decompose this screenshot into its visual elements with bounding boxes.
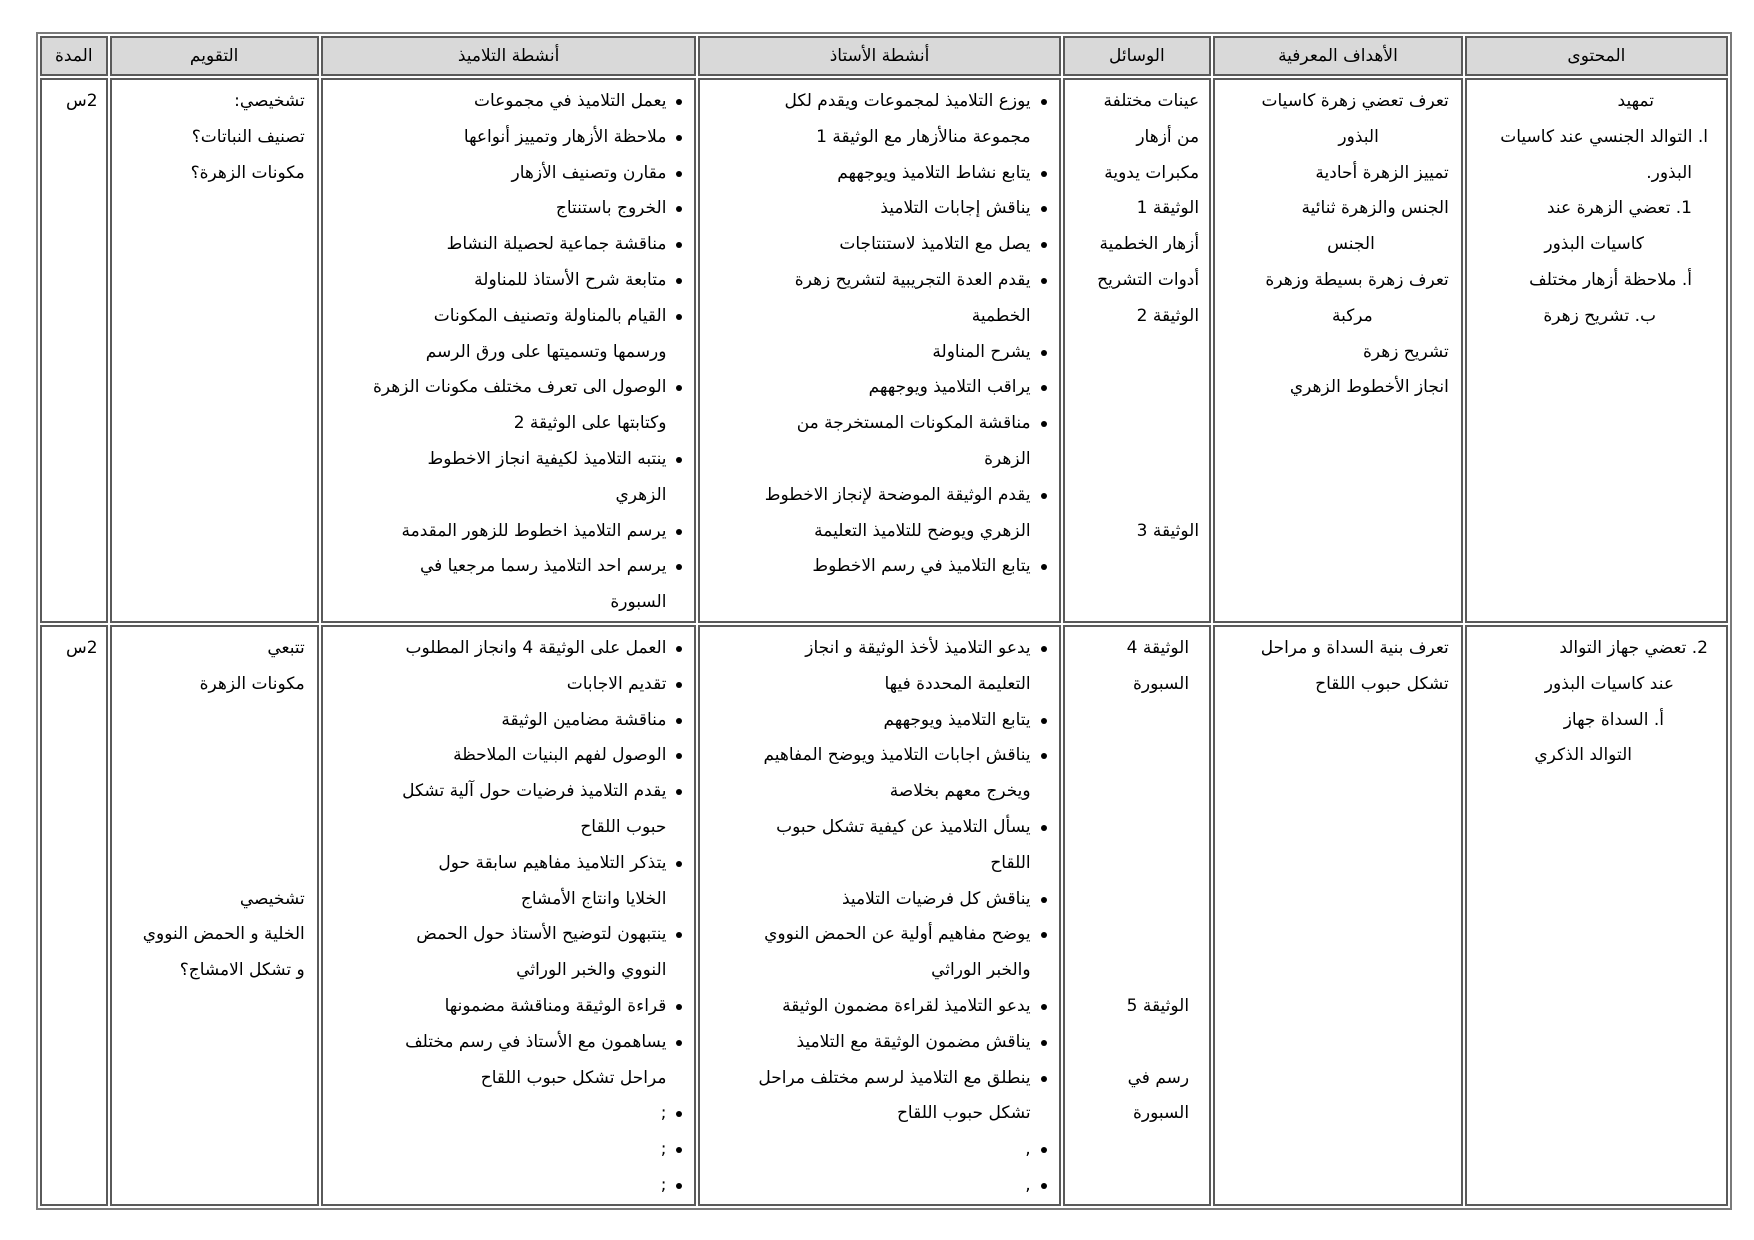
teacher-activity-cont: الزهرة — [984, 448, 1031, 469]
student-activity-empty: ; — [333, 1132, 683, 1168]
goal-line: تشكل حبوب اللقاح — [1315, 673, 1449, 694]
student-activity: الخروج باستنتاج — [333, 191, 683, 227]
goal-line: تمييز الزهرة أحادية — [1315, 162, 1449, 183]
means-line: الوثيقة 5 — [1126, 995, 1190, 1016]
evaluation-line: تتبعي — [267, 637, 305, 658]
evaluation-line: مكونات الزهرة؟ — [190, 162, 305, 183]
teacher-activity: مناقشة المكونات المستخرجة من — [710, 406, 1046, 442]
student-activity: قراءة الوثيقة ومناقشة مضمونها — [333, 989, 683, 1025]
means-line: عينات مختلفة — [1103, 91, 1200, 111]
student-activity: يساهمون مع الأستاذ في رسم مختلف — [333, 1025, 683, 1061]
student-activity: العمل على الوثيقة 4 وانجاز المطلوب — [333, 631, 683, 667]
teacher-activity-cont: مجموعة منالأزهار مع الوثيقة 1 — [816, 126, 1031, 147]
row1-means-cell — [1063, 78, 1211, 623]
content-line: أ. ملاحظة أزهار مختلف — [1529, 269, 1692, 290]
content-line: البذور. — [1646, 162, 1692, 183]
means-line: مكبرات يدوية — [1104, 162, 1200, 183]
evaluation-line: مكونات الزهرة — [199, 673, 305, 694]
student-activity-cont: النووي والخبر الوراثي — [516, 960, 667, 981]
content-line: 1. تعضي الزهرة عند — [1546, 198, 1692, 219]
row2-evaluation-cell — [110, 625, 319, 1206]
content-line: ا. التوالد الجنسي عند كاسيات — [1500, 126, 1708, 147]
student-activity-cont: مراحل تشكل حبوب اللقاح — [480, 1067, 667, 1088]
student-activity: متابعة شرح الأستاذ للمناولة — [333, 263, 683, 299]
teacher-activity: يصل مع التلاميذ لاستنتاجات — [710, 227, 1046, 263]
content-line: عند كاسيات البذور — [1544, 673, 1674, 694]
student-activity-empty: ; — [333, 1096, 683, 1132]
teacher-activity-cont: تشكل حبوب اللقاح — [896, 1103, 1031, 1124]
evaluation-line: تشخيصي: — [234, 91, 305, 111]
student-activity: يتذكر التلاميذ مفاهيم سابقة حول — [333, 846, 683, 882]
teacher-activity: يناقش إجابات التلاميذ — [710, 191, 1046, 227]
header-means: الوسائل — [1063, 36, 1211, 76]
goal-line: مركبة — [1331, 305, 1373, 326]
student-activity: تقديم الاجابات — [333, 667, 683, 703]
student-activity: يعمل التلاميذ في مجموعات — [333, 84, 683, 120]
student-activity-cont: الخلايا وانتاج الأمشاج — [520, 888, 667, 909]
row2-duration-cell — [40, 625, 108, 1206]
student-activity: ملاحظة الأزهار وتمييز أنواعها — [333, 120, 683, 156]
teacher-activity-cont: ويخرج معهم بخلاصة — [889, 781, 1031, 802]
row2-teacher-cell — [698, 625, 1060, 1206]
header-teacher-activities: أنشطة الأستاذ — [698, 36, 1060, 76]
student-activity: ينتبه التلاميذ لكيفية انجاز الاخطوط — [333, 442, 683, 478]
goal-line: الجنس والزهرة ثنائية — [1301, 198, 1449, 219]
teacher-activity: يتابع نشاط التلاميذ ويوجههم — [710, 156, 1046, 192]
teacher-activity: يناقش كل فرضيات التلاميذ — [710, 882, 1046, 918]
content-line: التوالد الذكري — [1534, 745, 1632, 766]
teacher-activity: يسأل التلاميذ عن كيفية تشكل حبوب — [710, 810, 1046, 846]
row2-goals-cell — [1213, 625, 1463, 1206]
row1-content-cell — [1465, 78, 1728, 623]
teacher-activity-cont: الزهري ويوضح للتلاميذ التعليمة — [814, 520, 1031, 541]
teacher-activity: يوزع التلاميذ لمجموعات ويقدم لكل — [710, 84, 1046, 120]
row1-goals-cell — [1213, 78, 1463, 623]
header-goals: الأهداف المعرفية — [1213, 36, 1463, 76]
student-activity-cont: السبورة — [610, 592, 667, 613]
row2-content-cell — [1465, 625, 1728, 1206]
student-activity-cont: ورسمها وتسميتها على ورق الرسم — [425, 341, 667, 362]
header-content: المحتوى — [1465, 36, 1728, 76]
means-line: الوثيقة 4 — [1126, 637, 1190, 658]
row1-students-cell — [321, 78, 697, 623]
student-activity: مناقشة جماعية لحصيلة النشاط — [333, 227, 683, 263]
header-student-activities: أنشطة التلاميذ — [321, 36, 697, 76]
teacher-activity: يدعو التلاميذ لقراءة مضمون الوثيقة — [710, 989, 1046, 1025]
student-activity: يرسم التلاميذ اخطوط للزهور المقدمة — [333, 514, 683, 550]
teacher-activity: يتابع التلاميذ في رسم الاخطوط — [710, 549, 1046, 585]
goal-line: انجاز الأخطوط الزهري — [1289, 377, 1449, 398]
student-activity: القيام بالمناولة وتصنيف المكونات — [333, 299, 683, 335]
student-activity: مقارن وتصنيف الأزهار — [333, 156, 683, 192]
means-line: الوثيقة 1 — [1136, 198, 1200, 219]
student-activity: الوصول لفهم البنيات الملاحظة — [333, 738, 683, 774]
student-activity-cont: وكتابتها على الوثيقة 2 — [513, 413, 667, 434]
teacher-activity-empty: , — [710, 1132, 1046, 1168]
teacher-activity: ينطلق مع التلاميذ لرسم مختلف مراحل — [710, 1061, 1046, 1097]
teacher-activity: يناقش مضمون الوثيقة مع التلاميذ — [710, 1025, 1046, 1061]
row2-students-cell — [321, 625, 697, 1206]
header-row — [40, 36, 1728, 76]
evaluation-line: تصنيف النباتات؟ — [191, 126, 305, 147]
teacher-activity: يدعو التلاميذ لأخذ الوثيقة و انجاز — [710, 631, 1046, 667]
duration-value: 2س — [65, 91, 98, 111]
teacher-activity-cont: والخبر الوراثي — [931, 960, 1031, 981]
goal-line: الجنس — [1327, 234, 1375, 255]
evaluation-line: تشخيصي — [239, 888, 305, 909]
duration-value: 2س — [65, 637, 98, 658]
means-line: من أزهار — [1136, 126, 1200, 147]
header-evaluation: التقويم — [110, 36, 319, 76]
means-line: السبورة — [1132, 1103, 1190, 1124]
teacher-activity-cont: التعليمة المحددة فيها — [884, 673, 1031, 694]
teacher-activity: يقدم الوثيقة الموضحة لإنجاز الاخطوط — [710, 478, 1046, 514]
teacher-activity-empty: , — [710, 1168, 1046, 1204]
row1-evaluation-cell — [110, 78, 319, 623]
evaluation-line: و تشكل الامشاج؟ — [179, 960, 305, 981]
teacher-activity: يتابع التلاميذ ويوجههم — [710, 703, 1046, 739]
row1-duration-cell — [40, 78, 108, 623]
student-activity: يرسم احد التلاميذ رسما مرجعيا في — [333, 549, 683, 585]
content-line: كاسيات البذور — [1544, 234, 1644, 255]
teacher-activity-cont: الخطمية — [971, 305, 1031, 326]
student-activity: الوصول الى تعرف مختلف مكونات الزهرة — [333, 370, 683, 406]
teacher-activity: يراقب التلاميذ ويوجههم — [710, 370, 1046, 406]
teacher-activity: يناقش اجابات التلاميذ ويوضح المفاهيم — [710, 738, 1046, 774]
teacher-activity: يقدم العدة التجريبية لتشريح زهرة — [710, 263, 1046, 299]
content-line: أ. السداة جهاز — [1563, 709, 1664, 730]
student-activity: ينتبهون لتوضيح الأستاذ حول الحمض — [333, 917, 683, 953]
content-line: تمهيد — [1617, 91, 1654, 111]
evaluation-line: الخلية و الحمض النووي — [142, 924, 305, 945]
means-line: السبورة — [1132, 673, 1190, 694]
content-line: 2. تعضي جهاز التوالد — [1559, 637, 1708, 658]
student-activity: يقدم التلاميذ فرضيات حول آلية تشكل — [333, 774, 683, 810]
teacher-activity: يشرح المناولة — [710, 335, 1046, 371]
goal-line: تعرف زهرة بسيطة وزهرة — [1265, 269, 1449, 290]
student-activity-empty: ; — [333, 1168, 683, 1204]
means-line: الوثيقة 3 — [1136, 520, 1200, 541]
content-line: ب. تشريح زهرة — [1543, 305, 1656, 326]
student-activity-cont: حبوب اللقاح — [580, 816, 667, 837]
table-row — [40, 78, 1728, 623]
student-activity-cont: الزهري — [615, 484, 667, 505]
goal-line: تعرف بنية السداة و مراحل — [1260, 637, 1449, 658]
row1-teacher-cell — [698, 78, 1060, 623]
means-line: الوثيقة 2 — [1136, 305, 1200, 326]
means-line: أزهار الخطمية — [1099, 234, 1200, 255]
table-row — [40, 625, 1728, 1206]
means-line: رسم في — [1127, 1067, 1190, 1088]
lesson-plan-table — [36, 32, 1732, 1210]
teacher-activity: يوضح مفاهيم أولية عن الحمض النووي — [710, 917, 1046, 953]
goal-line: البذور — [1338, 126, 1379, 147]
goal-line: تعرف تعضي زهرة كاسيات — [1261, 91, 1449, 111]
teacher-activity-cont: اللقاح — [990, 852, 1031, 873]
row2-means-cell — [1063, 625, 1211, 1206]
header-duration: المدة — [40, 36, 108, 76]
means-line: أدوات التشريح — [1097, 269, 1200, 290]
goal-line: تشريح زهرة — [1362, 341, 1449, 362]
student-activity: مناقشة مضامين الوثيقة — [333, 703, 683, 739]
